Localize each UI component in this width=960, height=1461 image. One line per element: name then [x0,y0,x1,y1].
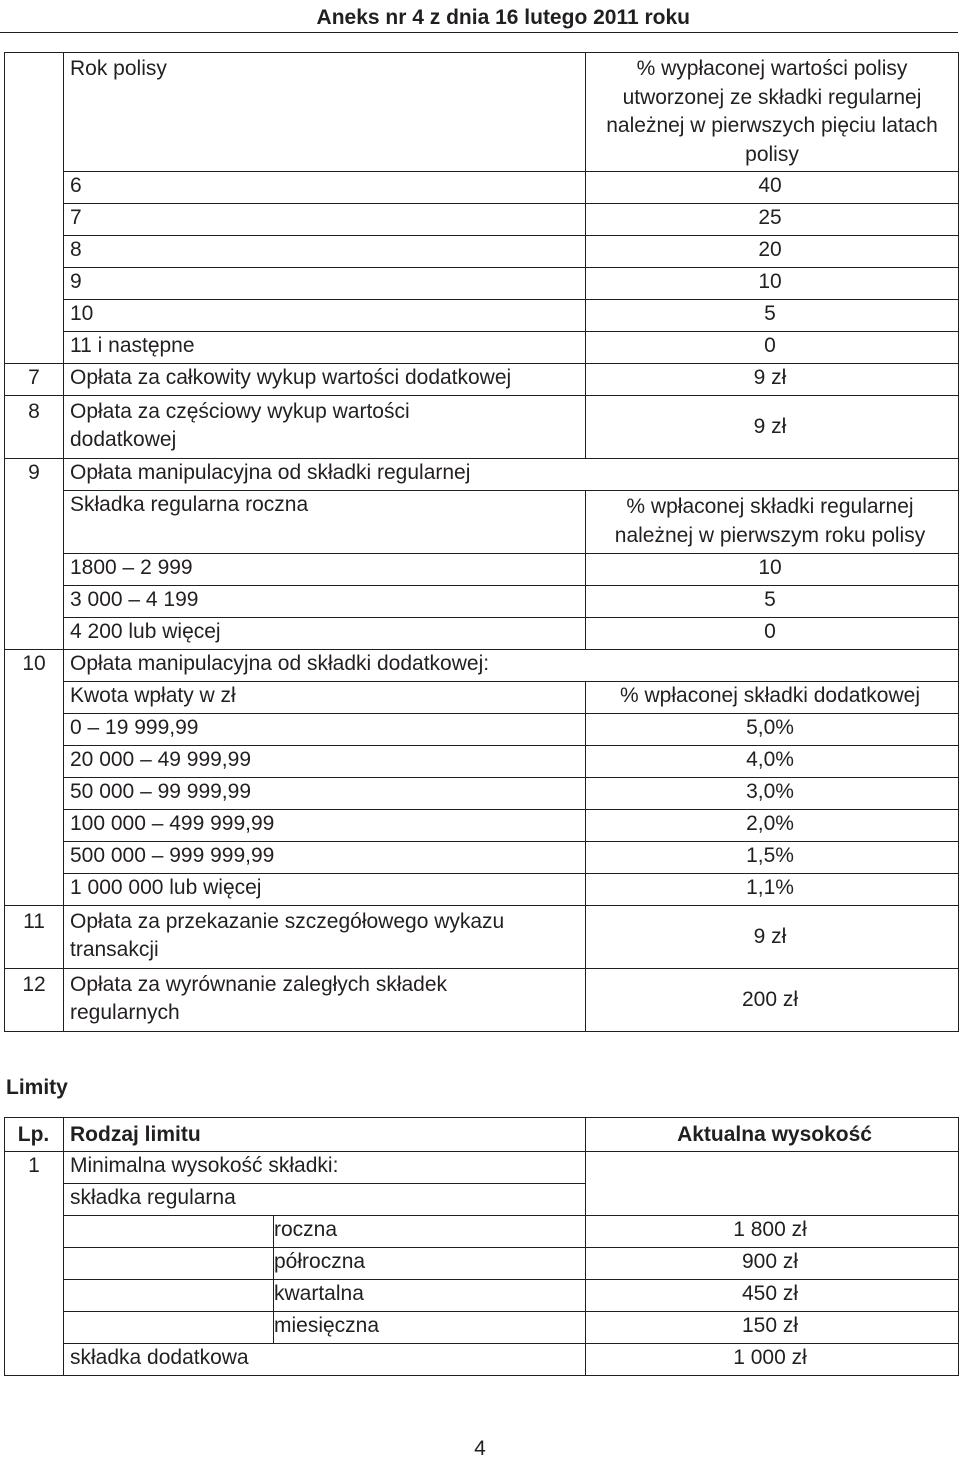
lp-cell: 1 [5,1152,64,1184]
fee-label: Opłata za całkowity wykup wartości dodatkowej [64,364,586,396]
range-cell: 50 000 – 99 999,99 [64,778,586,810]
table-row [5,714,959,746]
fee-value: 9 zł [586,906,959,969]
range-cell: 20 000 – 49 999,99 [64,746,586,778]
table-row [5,842,959,874]
limit-label: Minimalna wysokość składki: [64,1152,586,1184]
fee-value: 200 zł [586,969,959,1032]
table-row [5,682,959,714]
table-row [5,1344,959,1376]
table-row [5,1216,959,1248]
sub-header-left: Kwota wpłaty w zł [64,682,586,714]
limit-value: 1 800 zł [586,1216,959,1248]
fees-table [4,52,959,1032]
value-cell: 0 [586,332,959,364]
fee-label: Opłata za wyrównanie zaległych składek regularnych [64,969,586,1032]
period-cell: roczna [274,1216,586,1248]
value-header: Aktualna wysokość [586,1118,959,1152]
table-row [5,459,959,491]
table-row [5,746,959,778]
range-cell: 1800 – 2 999 [64,554,586,586]
table-header-row [5,1118,959,1152]
year-cell: 10 [64,300,586,332]
value-cell: 4,0% [586,746,959,778]
table-row [5,364,959,396]
table-row [5,586,959,618]
year-cell: 9 [64,268,586,300]
value-cell: 1,1% [586,874,959,906]
limits-table [4,1117,959,1376]
range-cell: 0 – 19 999,99 [64,714,586,746]
table-row [5,396,959,459]
sub-header-left: Składka regularna roczna [64,491,586,554]
regular-label: składka regularna [64,1184,586,1216]
value-cell: 2,0% [586,810,959,842]
sub-header-right: % wpłaconej składki regularnej należnej w pierwszym roku polisy [586,491,959,554]
range-cell: 500 000 – 999 999,99 [64,842,586,874]
value-cell: 1,5% [586,842,959,874]
year-header: Rok polisy [64,53,586,172]
lp-cell: 8 [5,396,64,459]
table-row [5,1248,959,1280]
year-cell: 6 [64,172,586,204]
lp-cell: 10 [5,650,64,682]
table-row [5,810,959,842]
lp-cell: 9 [5,459,64,491]
limit-value: 1 000 zł [586,1344,959,1376]
fee-value: 9 zł [586,364,959,396]
table-row [5,969,959,1032]
sub-header-right: % wpłaconej składki dodatkowej [586,682,959,714]
year-cell: 7 [64,204,586,236]
header-title: Aneks nr 4 z dnia 16 lutego 2011 roku [316,6,690,29]
table-row [5,906,959,969]
table-row [5,554,959,586]
value-cell: 0 [586,618,959,650]
value-cell: 40 [586,172,959,204]
range-cell: 4 200 lub więcej [64,618,586,650]
value-cell: 5 [586,300,959,332]
table-row [5,1280,959,1312]
period-cell: kwartalna [274,1280,586,1312]
type-header: Rodzaj limitu [64,1118,586,1152]
table-row [5,1184,959,1216]
lp-cell: 7 [5,364,64,396]
lp-cell: 12 [5,969,64,1032]
value-cell: 10 [586,268,959,300]
table-row [5,53,959,172]
limit-value: 150 zł [586,1312,959,1344]
year-cell: 11 i następne [64,332,586,364]
table-row [5,268,959,300]
percent-header: % wypłaconej wartości polisy utworzonej ze składki regularnej należnej w pierwszych pięciu latach polisy [586,53,959,172]
period-cell: półroczna [274,1248,586,1280]
fee-value: 9 zł [586,396,959,459]
value-cell: 5 [586,586,959,618]
table-row [5,1312,959,1344]
table-row [5,300,959,332]
table-row [5,618,959,650]
value-cell: 25 [586,204,959,236]
document-header [0,2,958,33]
range-cell: 3 000 – 4 199 [64,586,586,618]
table-row [5,778,959,810]
year-cell: 8 [64,236,586,268]
value-cell: 5,0% [586,714,959,746]
table-row [5,172,959,204]
period-cell: miesięczna [274,1312,586,1344]
lp-cell: 11 [5,906,64,969]
table-row [5,874,959,906]
table-row [5,491,959,554]
limit-value: 450 zł [586,1280,959,1312]
limits-section-title: Limity [6,1076,68,1099]
additional-label: składka dodatkowa [64,1344,586,1376]
table-row [5,204,959,236]
fee-label: Opłata manipulacyjna od składki dodatkowej: [64,650,959,682]
value-cell: 3,0% [586,778,959,810]
value-cell: 10 [586,554,959,586]
fee-label: Opłata za przekazanie szczegółowego wykazu transakcji [64,906,586,969]
table-row [5,650,959,682]
table-row [5,332,959,364]
table-row [5,236,959,268]
fee-label: Opłata za częściowy wykup wartości dodatkowej [64,396,586,459]
table-row [5,1152,959,1184]
page-number: 4 [474,1437,486,1460]
range-cell: 100 000 – 499 999,99 [64,810,586,842]
fee-label: Opłata manipulacyjna od składki regularnej [64,459,959,491]
limit-value: 900 zł [586,1248,959,1280]
lp-header: Lp. [5,1118,64,1152]
lp-cell [5,53,64,172]
range-cell: 1 000 000 lub więcej [64,874,586,906]
value-cell: 20 [586,236,959,268]
